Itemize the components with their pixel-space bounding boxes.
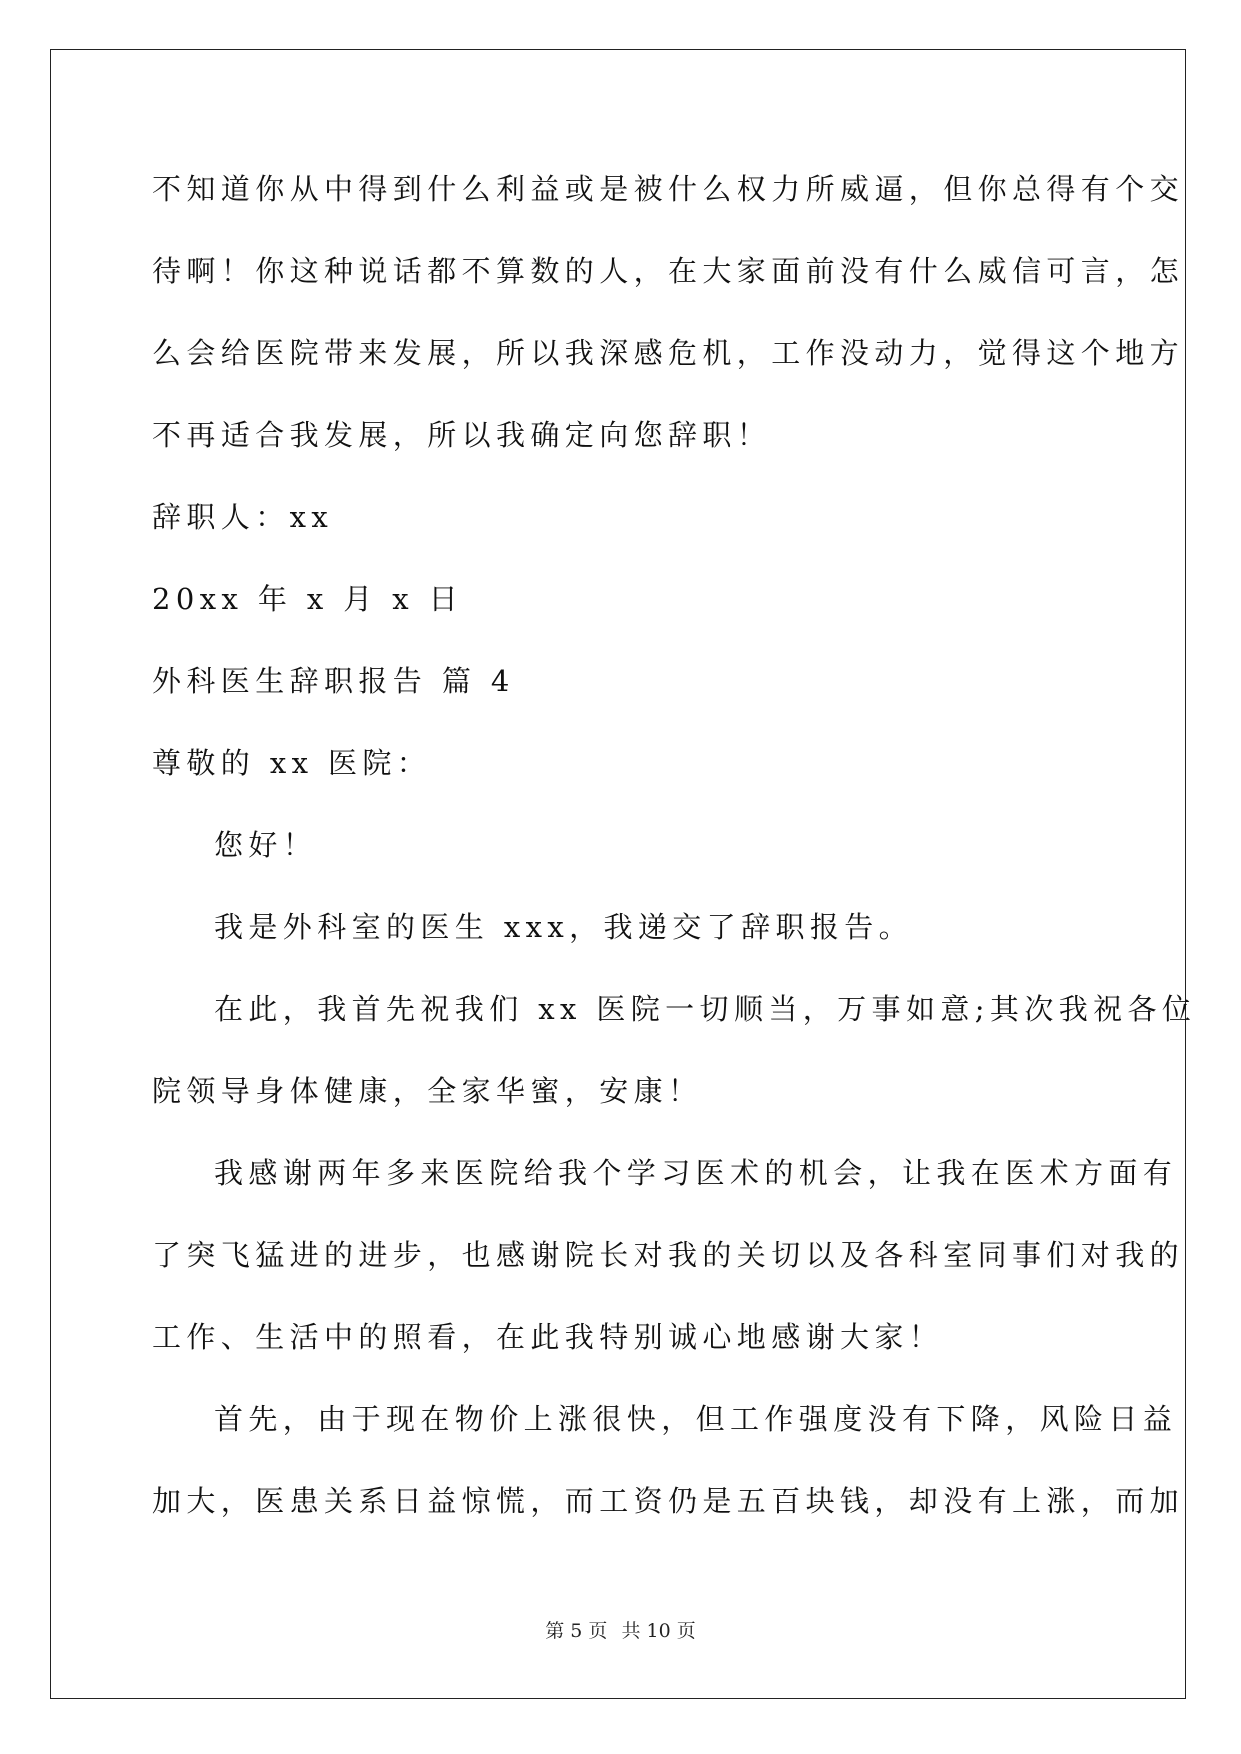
- text-line: 在此，我首先祝我们 xx 医院一切顺当，万事如意;其次我祝各位: [214, 992, 1197, 1026]
- greeting: 您好！: [214, 828, 318, 862]
- text-line: 不知道你从中得到什么利益或是被什么权力所威逼，但你总得有个交: [152, 172, 1185, 206]
- page-total: 共 10 页: [621, 1620, 696, 1642]
- date-line: 20xx 年 x 月 x 日: [152, 582, 464, 616]
- salutation: 尊敬的 xx 医院：: [152, 746, 432, 780]
- section-heading: 外科医生辞职报告 篇 4: [152, 664, 515, 698]
- document-body: [152, 148, 1197, 1542]
- text-line: 了突飞猛进的进步，也感谢院长对我的关切以及各科室同事们对我的: [152, 1238, 1185, 1272]
- text-line: 么会给医院带来发展，所以我深感危机，工作没动力，觉得这个地方: [152, 336, 1185, 370]
- text-line: 院领导身体健康，全家华蜜，安康！: [152, 1074, 703, 1108]
- text-line: 我感谢两年多来医院给我个学习医术的机会，让我在医术方面有: [214, 1156, 1178, 1190]
- text-line: 加大，医患关系日益惊慌，而工资仍是五百块钱，却没有上涨，而加: [152, 1484, 1185, 1518]
- text-line: 不再适合我发展，所以我确定向您辞职！: [152, 418, 772, 452]
- page-number: 第 5 页: [545, 1620, 608, 1642]
- page-footer: [0, 1616, 1241, 1643]
- signature-line: 辞职人：xx: [152, 500, 334, 534]
- text-line: 待啊！你这种说话都不算数的人，在大家面前没有什么威信可言，怎: [152, 254, 1185, 288]
- text-line: 我是外科室的医生 xxx，我递交了辞职报告。: [214, 910, 914, 944]
- text-line: 首先，由于现在物价上涨很快，但工作强度没有下降，风险日益: [214, 1402, 1178, 1436]
- text-line: 工作、生活中的照看，在此我特别诚心地感谢大家！: [152, 1320, 944, 1354]
